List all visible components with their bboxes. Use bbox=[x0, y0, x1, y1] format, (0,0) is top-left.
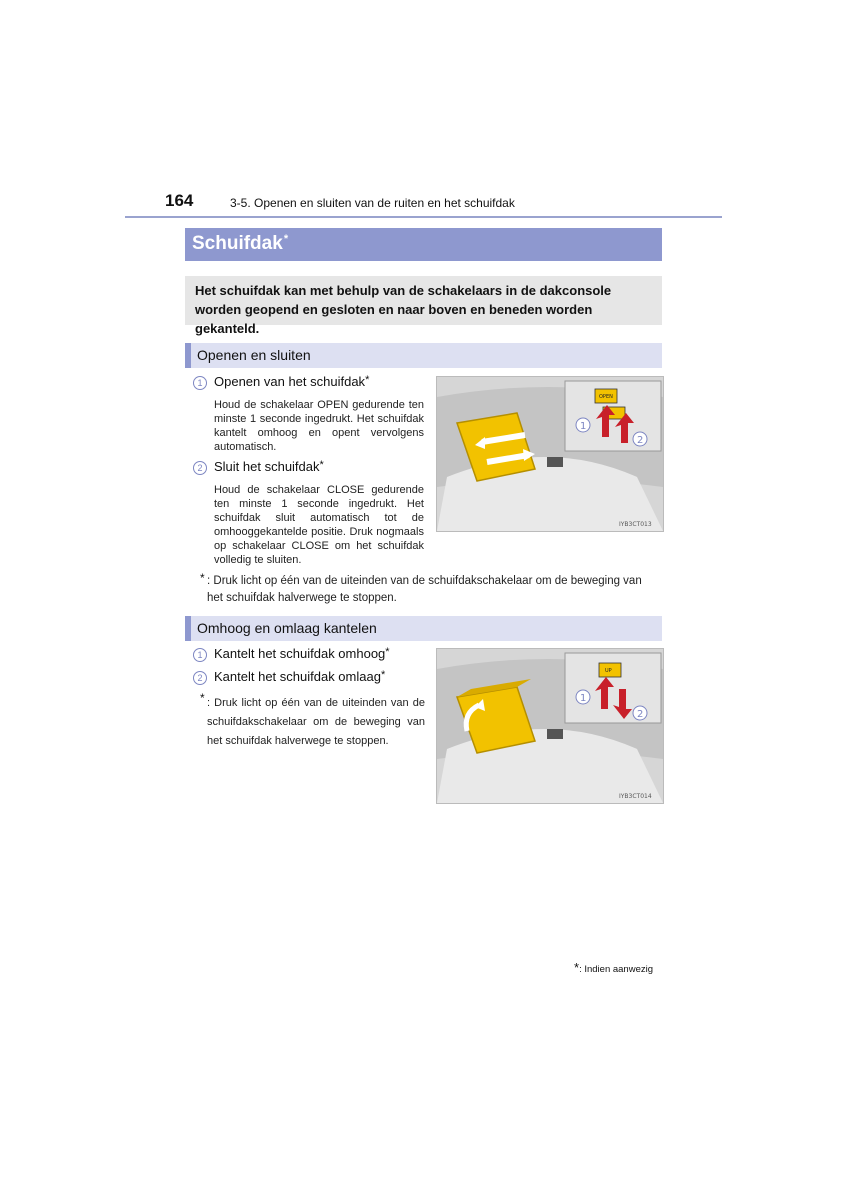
switch-up-label: UP bbox=[605, 668, 612, 674]
step-title-open: Openen van het schuifdak* bbox=[214, 374, 370, 389]
header-rule bbox=[125, 216, 722, 218]
callout-2: 2 bbox=[637, 435, 644, 446]
section-heading-kantelen bbox=[185, 616, 662, 641]
section-heading-openen bbox=[185, 343, 662, 368]
intro-text: Het schuifdak kan met behulp van de schakelaars in de dakconsole worden geopend en gesloten en naar boven en beneden worden gekanteld. bbox=[195, 283, 612, 336]
step-title-close: Sluit het schuifdak* bbox=[214, 459, 324, 474]
section2-note: : Druk licht op één van de uiteinden van de schuifdakschakelaar om de beweging van het schuifdak halverwege te stoppen. bbox=[207, 697, 425, 747]
sunroof-open-illustration bbox=[436, 376, 664, 532]
step-title-tilt-down: Kantelt het schuifdak omlaag* bbox=[214, 669, 386, 684]
note-star-1: * bbox=[200, 571, 205, 585]
note-star-2: * bbox=[200, 691, 205, 705]
step-number-2: 2 bbox=[193, 461, 207, 475]
step-number-1: 1 bbox=[193, 648, 207, 662]
switch-open-label: OPEN bbox=[599, 394, 613, 400]
step-title-tilt-up: Kantelt het schuifdak omhoog* bbox=[214, 646, 390, 661]
section-heading-label: Omhoog en omlaag kantelen bbox=[197, 620, 377, 636]
callout-1: 1 bbox=[580, 693, 587, 704]
step-body-close: Houd de schakelaar CLOSE gedurende ten minste 1 seconde ingedrukt. Het schuifdak sluit automatisch tot de omhooggekantelde positie. Druk nogmaals op schakelaar CLOSE om het schuifdak volledig te sluiten. bbox=[214, 484, 424, 566]
section1-note: : Druk licht op één van de uiteinden van de schuifdakschakelaar om de beweging van het schuifdak halverwege te stoppen. bbox=[207, 575, 642, 604]
sunroof-tilt-drawing bbox=[437, 649, 663, 803]
callout-1: 1 bbox=[580, 421, 587, 432]
page-title: Schuifdak* bbox=[192, 233, 289, 254]
footnote: *: Indien aanwezig bbox=[574, 960, 654, 975]
chapter-title: 3-5. Openen en sluiten van de ruiten en het schuifdak bbox=[230, 196, 515, 210]
step-number-1: 1 bbox=[193, 376, 207, 390]
step-body-open: Houd de schakelaar OPEN gedurende ten minste 1 seconde ingedrukt. Het schuifdak kantelt omhoog en opent vervolgens automatisch. bbox=[214, 399, 424, 453]
sunroof-open-drawing bbox=[437, 377, 663, 531]
image-code-1: IYB3CT013 bbox=[619, 521, 652, 528]
callout-2: 2 bbox=[637, 709, 644, 720]
section-heading-label: Openen en sluiten bbox=[197, 347, 311, 363]
title-star: * bbox=[283, 233, 289, 245]
page-number: 164 bbox=[165, 191, 194, 210]
step-number-2: 2 bbox=[193, 671, 207, 685]
image-code-2: IYB3CT014 bbox=[619, 793, 652, 800]
sunroof-tilt-illustration bbox=[436, 648, 664, 804]
